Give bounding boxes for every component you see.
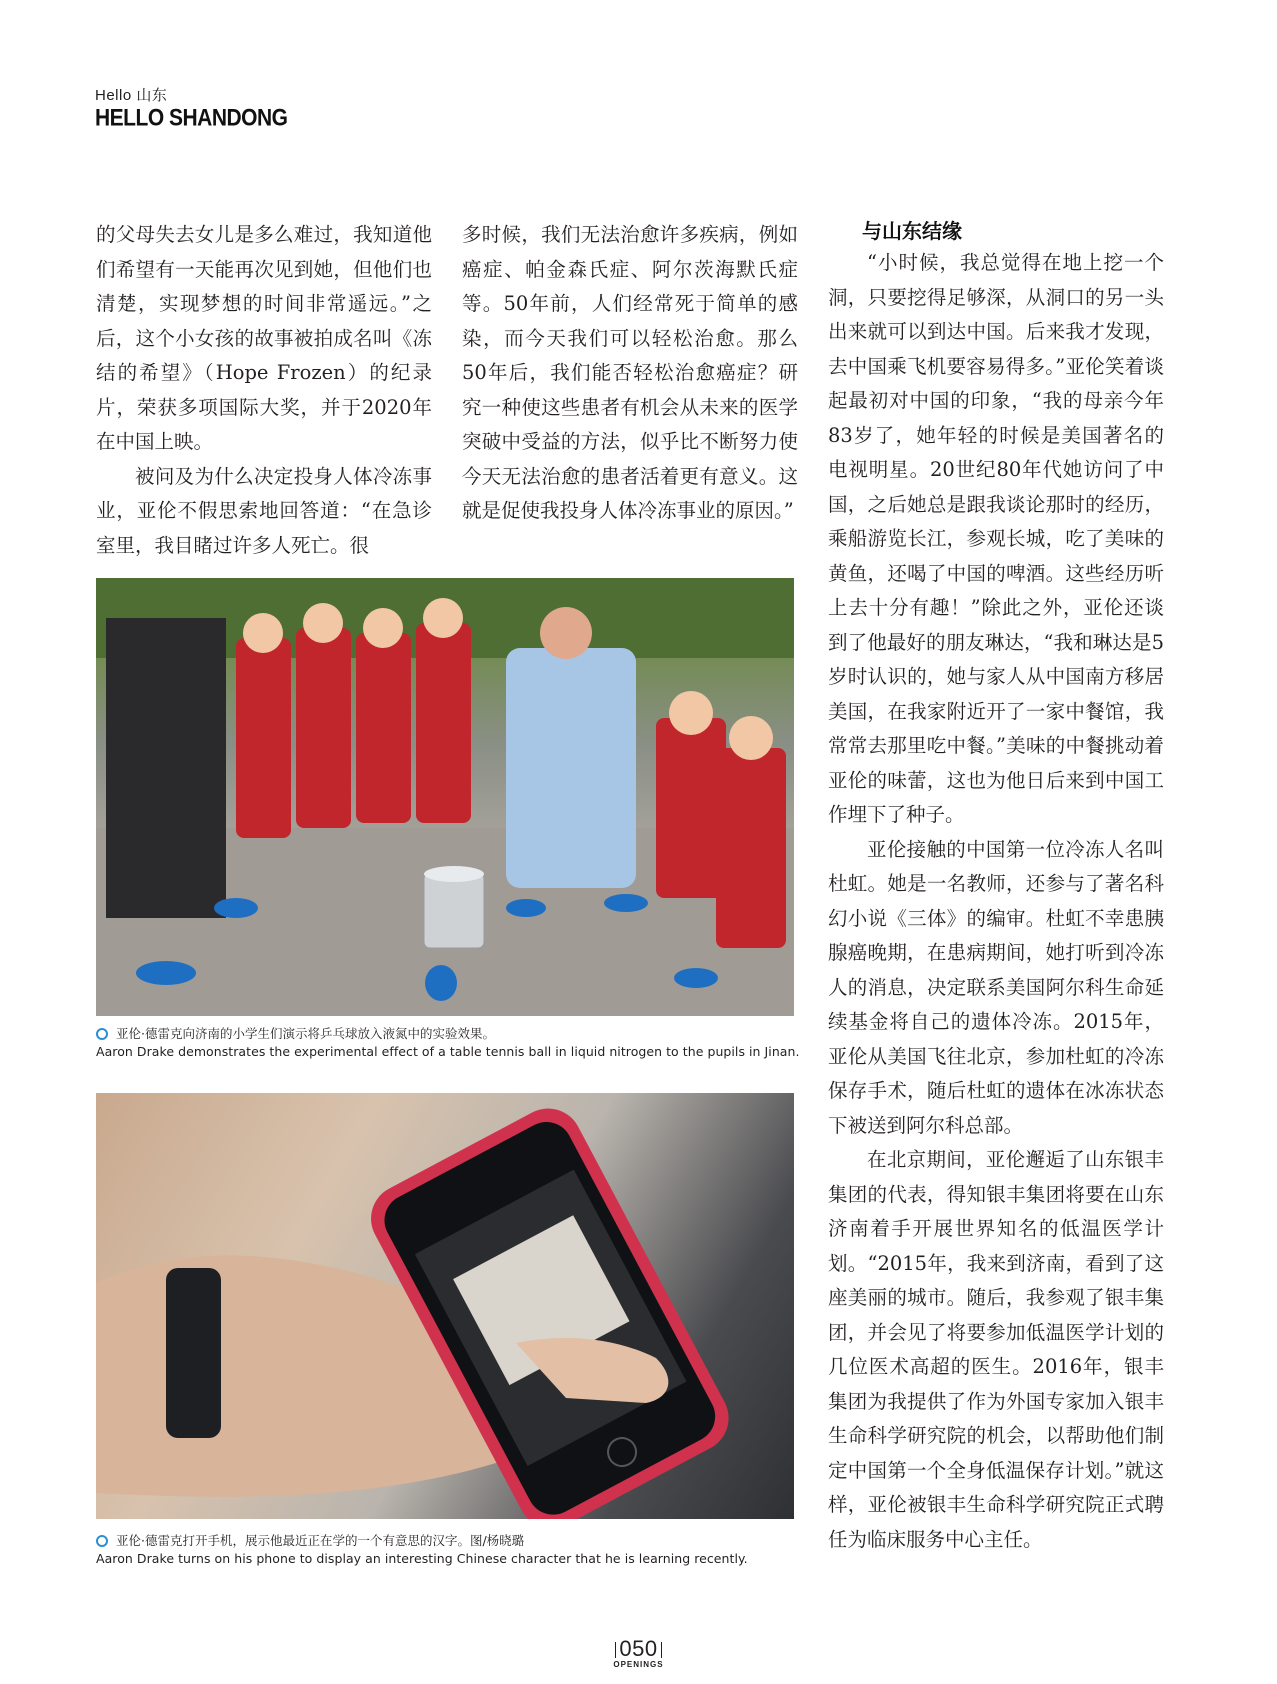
photo-caption-2 <box>96 1532 816 1568</box>
paragraph: 亚伦接触的中国第一位冷冻人名叫杜虹。她是一名教师，还参与了著名科幻小说《三体》的编审。杜虹不幸患胰腺癌晚期，在患病期间，她打听到冷冻人的消息，决定联系美国阿尔科生命延续基金将自己的遗体冷冻。2015年，亚伦从美国飞往北京，参加杜虹的冷冻保存手术，随后杜虹的遗体在冰冻状态下被送到阿尔科总部。 <box>828 837 1164 1137</box>
photo-phone-chinese-character <box>96 1093 794 1519</box>
photo-liquid-nitrogen-demo <box>96 578 794 1016</box>
caption-circle-icon <box>96 1535 108 1547</box>
caption-zh: 亚伦·德雷克向济南的小学生们演示将乒乓球放入液氮中的实验效果。 <box>116 1026 495 1041</box>
paragraph: 多时候，我们无法治愈许多疾病，例如癌症、帕金森氏症、阿尔茨海默氏症等。50年前，人们经常死于简单的感染，而今天我们可以轻松治愈。那么50年后，我们能否轻松治愈癌症？研究一种使这些患者有机会从未来的医学突破中受益的方法，似乎比不断努力使今天无法治愈的患者活着更有意义。这就是促使我投身人体冷冻事业的原因。” <box>462 223 798 522</box>
paragraph: 在北京期间，亚伦邂逅了山东银丰集团的代表，得知银丰集团将要在山东济南着手开展世界知名的低温医学计划。“2015年，我来到济南，看到了这座美丽的城市。随后，我参观了银丰集团，并会见了将要参加低温医学计划的几位医术高超的医生。2016年，银丰集团为我提供了作为外国专家加入银丰生命科学研究院的机会，以帮助他们制定中国第一个全身低温保存计划。”就这样，亚伦被银丰生命科学研究院正式聘任为临床服务中心主任。 <box>828 1148 1164 1551</box>
section-label: OPENINGS <box>613 1660 664 1669</box>
paragraph: 被问及为什么决定投身人体冷冻事业，亚伦不假思索地回答道：“在急诊室里，我目睹过许多人死亡。很 <box>96 464 432 557</box>
caption-zh: 亚伦·德雷克打开手机，展示他最近正在学的一个有意思的汉字。图/杨晓璐 <box>116 1533 525 1548</box>
page-number: 050 <box>619 1636 658 1661</box>
paragraph: 的父母失去女儿是多么难过，我知道他们希望有一天能再次见到她，但他们也清楚，实现梦想的时间非常遥远。”之后，这个小女孩的故事被拍成名叫《冻结的希望》（Hope Frozen）的纪录片，荣获多项国际大奖，并于2020年在中国上映。 <box>96 223 432 453</box>
caption-en: Aaron Drake demonstrates the experimental effect of a table tennis ball in liquid nitrogen to the pupils in Jinan. <box>96 1044 800 1059</box>
section-heading: 与山东结缘 <box>862 219 962 243</box>
caption-circle-icon <box>96 1028 108 1040</box>
text-column-3 <box>828 218 1164 1557</box>
photo-illustration <box>96 1093 794 1519</box>
caption-en: Aaron Drake turns on his phone to display an interesting Chinese character that he is learning recently. <box>96 1551 748 1566</box>
header-title-en: HELLO SHANDONG <box>95 105 288 132</box>
photo-caption-1 <box>96 1025 816 1061</box>
text-column-2 <box>462 218 798 529</box>
divider <box>615 1642 616 1658</box>
header-title-cn: Hello 山东 <box>95 87 168 104</box>
photo-illustration <box>96 578 794 1016</box>
divider <box>661 1642 662 1658</box>
magazine-header <box>95 84 288 132</box>
page-footer <box>0 1636 1277 1669</box>
paragraph: “小时候，我总觉得在地上挖一个洞，只要挖得足够深，从洞口的另一头出来就可以到达中国。后来我才发现，去中国乘飞机要容易得多。”亚伦笑着谈起最初对中国的印象，“我的母亲今年83岁了，她年轻的时候是美国著名的电视明星。20世纪80年代她访问了中国，之后她总是跟我谈论那时的经历，乘船游览长江，参观长城，吃了美味的黄鱼，还喝了中国的啤酒。这些经历听上去十分有趣！”除此之外，亚伦还谈到了他最好的朋友琳达，“我和琳达是5岁时认识的，她与家人从中国南方移居美国，在我家附近开了一家中餐馆，我常常去那里吃中餐。”美味的中餐挑动着亚伦的味蕾，这也为他日后来到中国工作埋下了种子。 <box>828 251 1164 826</box>
text-column-1 <box>96 218 432 563</box>
